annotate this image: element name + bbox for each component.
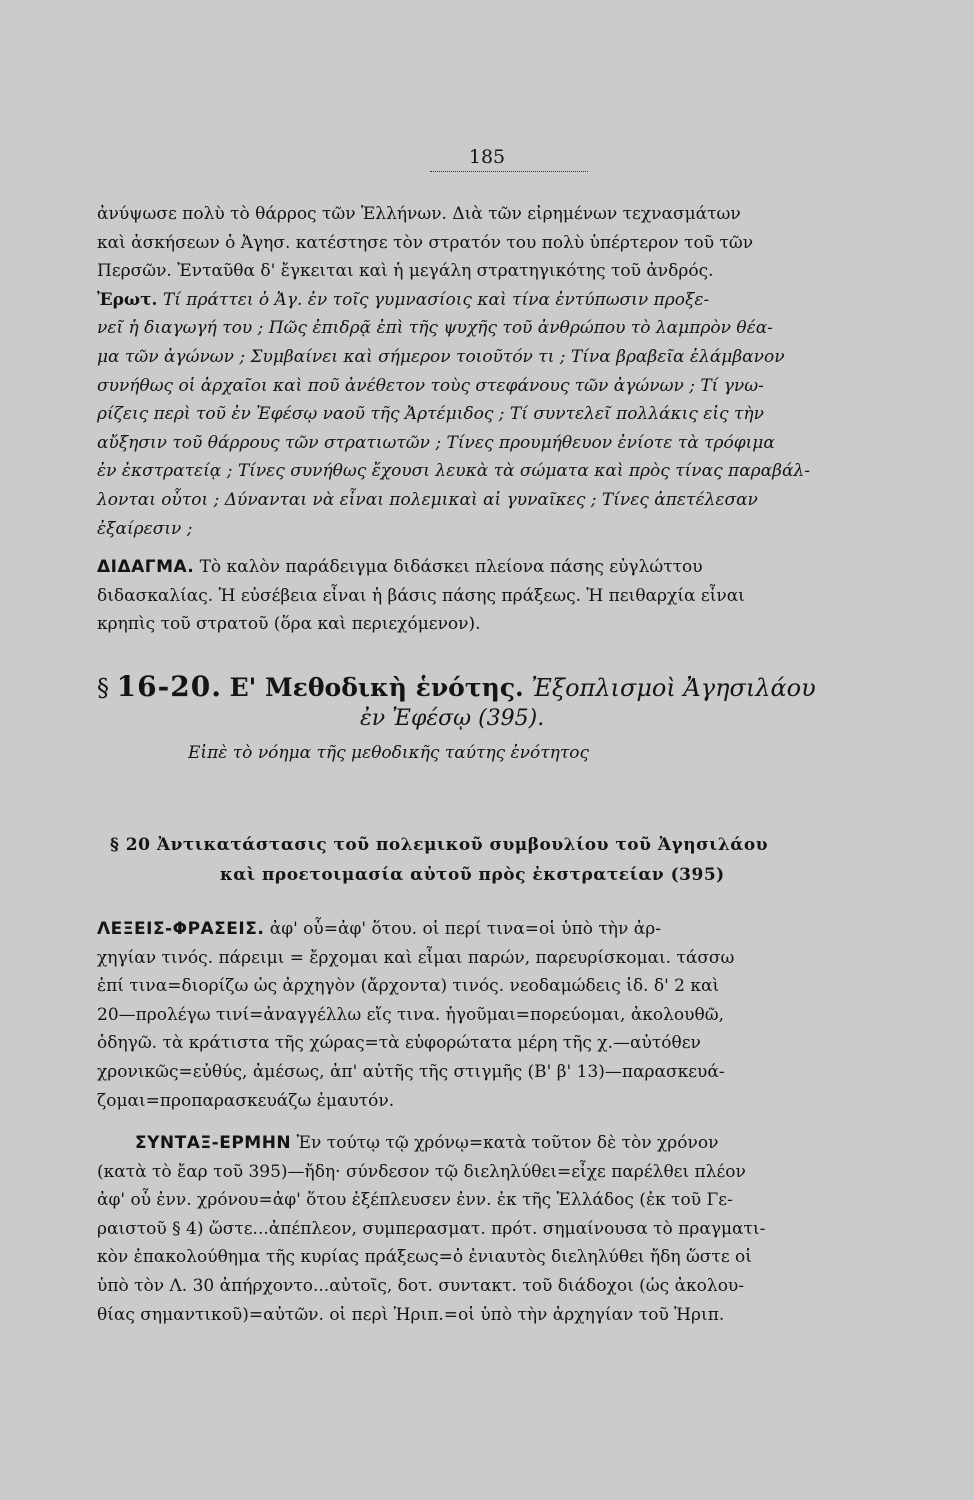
text-line: καὶ ἀσκήσεων ὁ Ἀγησ. κατέστησε τὸν στρατόν του πολὺ ὑπέρτερον τοῦ τῶν [97, 232, 754, 253]
text-line: ρίζεις περὶ τοῦ ἐν Ἐφέσῳ ναοῦ τῆς Ἀρτέμιδος ; Τί συντελεῖ πολλάκις εἰς τὴν [97, 404, 764, 425]
text-line: ἀφ' οὗ ἐνν. χρόνου=ἀφ' ὅτου ἐξέπλευσεν ἐνν. ἐκ τῆς Ἑλλάδος (ἐκ τοῦ Γε- [97, 1190, 733, 1211]
syntax-block [97, 1129, 861, 1329]
text-line: μα τῶν ἀγώνων ; Συμβαίνει καὶ σήμερον τοιοῦτόν τι ; Τίνα βραβεῖα ἐλάμβανον [97, 346, 785, 367]
text-line: θίας σημαντικοῦ)=αὐτῶν. οἱ περὶ Ἡριπ.=οἱ ὑπὸ τὴν ἀρχηγίαν τοῦ Ἡριπ. [97, 1304, 725, 1325]
text-line: κὸν ἐπακολούθημα τῆς κυρίας πράξεως=ὁ ἐνιαυτὸς διεληλύθει ἤδη ὥστε οἱ [97, 1247, 752, 1268]
text-line: ἀφ' οὗ=ἀφ' ὅτου. οἱ περί τινα=οἱ ὑπὸ τὴν ἀρ- [264, 919, 661, 939]
lexeis-paragraph [97, 915, 861, 1115]
text-line: ἐπί τινα=διορίζω ὡς ἀρχηγὸν (ἄρχοντα) τινός. νεοδαμώδεις ἰδ. δ' 2 καὶ [97, 976, 720, 997]
section-20-line: καὶ προετοιμασία αὐτοῦ πρὸς ἐκστρατείαν (395) [220, 865, 725, 885]
lexeis-block [97, 915, 861, 1115]
section-title: Ἐξοπλισμοὶ Ἀγησιλάου [531, 674, 816, 702]
text-line: χρονικῶς=εὐθύς, ἀμέσως, ἀπ' αὐτῆς τῆς στιγμῆς (Β' β' 13)—παρασκευά- [97, 1061, 725, 1082]
section-symbol: § [97, 674, 109, 702]
page-number-rule [430, 171, 588, 172]
section-16-20-title [97, 670, 861, 705]
text-line: αὔξησιν τοῦ θάρρους τῶν στρατιωτῶν ; Τίνες προυμήθευον ἐνίοτε τὰ τρόφιμα [97, 432, 775, 453]
text-line: Ἐν τούτῳ τῷ χρόνῳ=κατὰ τοῦτον δὲ τὸν χρόνον [291, 1133, 719, 1153]
text-line: 20—προλέγω τινί=ἀναγγέλλω εἴς τινα. ἡγοῦμαι=πορεύομαι, ἀκολουθῶ, [97, 1004, 724, 1025]
section-number: 16-20. [116, 670, 222, 703]
section-20-heading [110, 830, 855, 890]
section-prompt: Εἰπὲ τὸ νόημα τῆς μεθοδικῆς ταύτης ἑνότητος [188, 743, 589, 763]
questions-label: Ἐρωτ. [97, 289, 158, 310]
text-line: χηγίαν τινός. πάρειμι = ἔρχομαι καὶ εἶμαι παρών, παρευρίσκομαι. τάσσω [97, 947, 735, 968]
page-number: 185 [468, 146, 506, 168]
text-line: Περσῶν. Ἐνταῦθα δ' ἔγκειται καὶ ἡ μεγάλη στρατηγικότης τοῦ ἀνδρός. [97, 261, 714, 282]
syntax-paragraph [97, 1129, 861, 1329]
text-line: συνήθως οἱ ἀρχαῖοι καὶ ποῦ ἀνέθετον τοὺς στεφάνους τῶν ἀγώνων ; Τί γνω- [97, 375, 764, 396]
lexeis-label: ΛΕΞΕΙΣ-ΦΡΑΣΕΙΣ. [97, 919, 265, 939]
text-line: κρηπὶς τοῦ στρατοῦ (ὅρα καὶ περιεχόμενον). [97, 614, 481, 635]
text-line: διδασκαλίας. Ἡ εὐσέβεια εἶναι ἡ βάσις πάσης πράξεως. Ἡ πειθαρχία εἶναι [97, 585, 745, 606]
questions-paragraph [97, 286, 861, 543]
text-line: ζομαι=προπαρασκευάζω ἐμαυτόν. [97, 1090, 395, 1111]
text-line: ἀνύψωσε πολὺ τὸ θάρρος τῶν Ἑλλήνων. Διὰ τῶν εἰρημένων τεχνασμάτων [97, 204, 741, 224]
text-line: ἐν ἐκστρατείᾳ ; Τίνες συνήθως ἔχουσι λευκὰ τὰ σώματα καὶ πρὸς τίνας παραβάλ- [97, 461, 810, 482]
text-line: ὑπὸ τὸν Λ. 30 ἀπήρχοντο...αὐτοῖς, δοτ. συντακτ. τοῦ διάδοχοι (ὡς ἀκολου- [97, 1275, 745, 1296]
text-line: λονται οὗτοι ; Δύνανται νὰ εἶναι πολεμικαὶ αἱ γυναῖκες ; Τίνες ἀπετέλεσαν [97, 489, 758, 510]
section-20-line: § 20 Ἀντικατάστασις τοῦ πολεμικοῦ συμβουλίου τοῦ Ἀγησιλάου [110, 835, 769, 855]
text-line: ὁδηγῶ. τὰ κράτιστα τῆς χώρας=τὰ εὐφορώτατα μέρη τῆς χ.—αὐτόθεν [97, 1033, 701, 1054]
text-line: ραιστοῦ § 4) ὥστε...ἀπέπλεον, συμπερασματ. πρότ. σημαίνουσα τὸ πραγματι- [97, 1218, 766, 1239]
didagma-paragraph [97, 553, 861, 639]
text-line: (κατὰ τὸ ἔαρ τοῦ 395)—ἤδη· σύνδεσον τῷ διεληλύθει=εἶχε παρέλθει πλέον [97, 1161, 746, 1182]
didagma-block [97, 553, 861, 639]
section-heading: Ε' Μεθοδικὴ ἑνότης. [229, 673, 524, 702]
text-line: Τί πράττει ὁ Ἀγ. ἐν τοῖς γυμνασίοις καὶ τίνα ἐντύπωσιν προξε- [157, 289, 710, 310]
text-line: Τὸ καλὸν παράδειγμα διδάσκει πλείονα πάσης εὐγλώττου [194, 557, 703, 577]
text-line: ἐξαίρεσιν ; [97, 518, 193, 539]
didagma-label: ΔΙΔΑΓΜΑ. [97, 557, 195, 577]
intro-paragraph [97, 200, 861, 286]
syntax-label: ΣΥΝΤΑΞ-ΕΡΜΗΝ [135, 1133, 292, 1153]
section-subtitle: ἐν Ἐφέσῳ (395). [360, 706, 545, 731]
intro-block [97, 200, 861, 543]
text-line: νεῖ ἡ διαγωγή του ; Πῶς ἐπιδρᾷ ἐπὶ τῆς ψυχῆς τοῦ ἀνθρώπου τὸ λαμπρὸν θέα- [97, 318, 773, 339]
